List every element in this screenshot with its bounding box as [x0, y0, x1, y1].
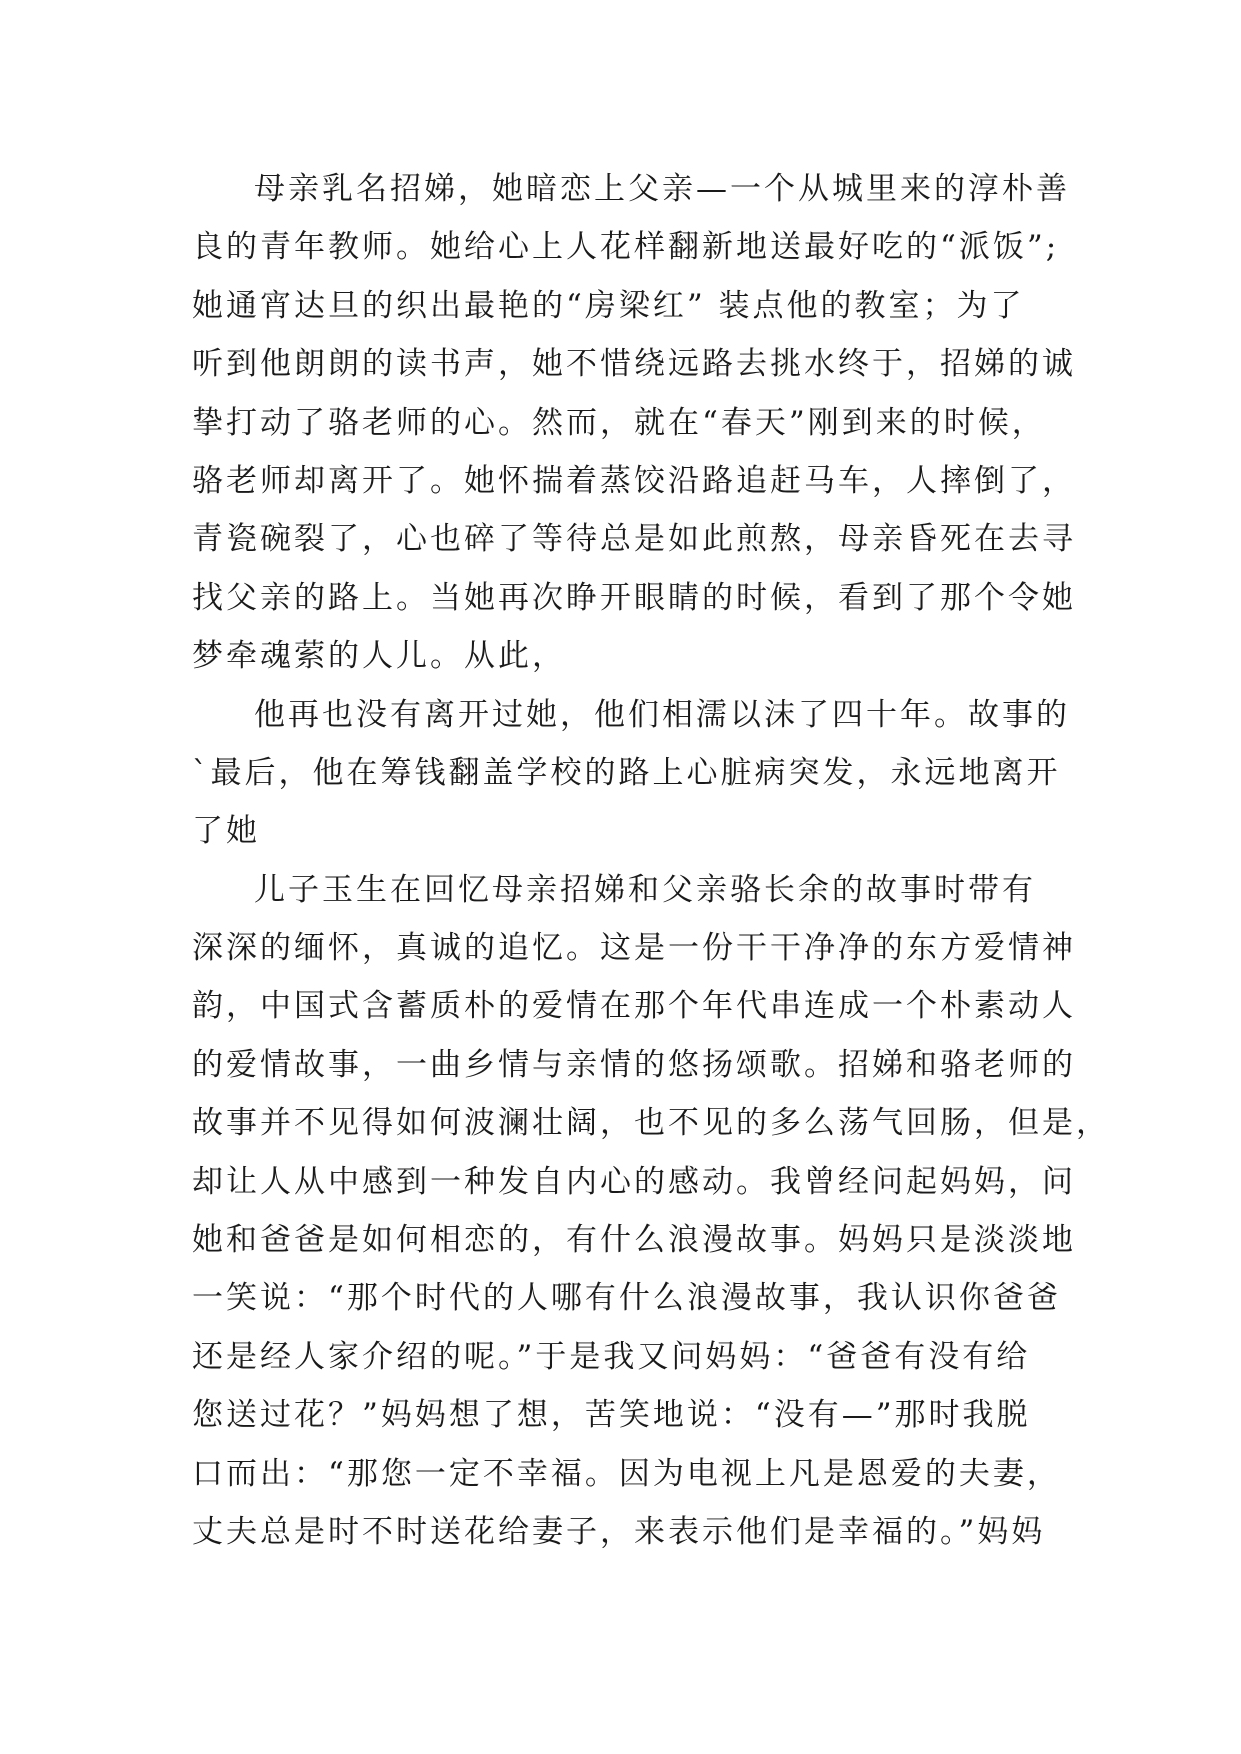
text-line: 故事并不见得如何波澜壮阔，也不见的多么荡气回肠，但是， [192, 1105, 1110, 1142]
text-line: 她和爸爸是如何相恋的，有什么浪漫故事。妈妈只是淡淡地 [192, 1222, 1076, 1259]
text-line: 丈夫总是时不时送花给妻子，来表示他们是幸福的。”妈妈 [192, 1513, 1046, 1550]
text-line: 口而出：“那您一定不幸福。因为电视上凡是恩爱的夫妻， [192, 1455, 1061, 1492]
text-line: 韵，中国式含蓄质朴的爱情在那个年代串连成一个朴素动人 [192, 988, 1076, 1025]
text-line: 却让人从中感到一种发自内心的感动。我曾经问起妈妈，问 [192, 1163, 1076, 1200]
text-line: 儿子玉生在回忆母亲招娣和父亲骆长余的故事时带有 [254, 871, 1036, 908]
text-line: 良的青年教师。她给心上人花样翻新地送最好吃的“派饭”; [192, 229, 1060, 266]
text-line: 听到他朗朗的读书声，她不惜绕远路去挑水终于，招娣的诚 [192, 346, 1076, 383]
paragraph-2 [192, 686, 1070, 861]
text-line: 挚打动了骆老师的心。然而，就在“春天”刚到来的时候， [192, 404, 1046, 441]
text-line: 她通宵达旦的织出最艳的“房梁红” 装点他的教室；为了 [192, 287, 1025, 324]
text-line: 梦牵魂萦的人儿。从此， [192, 638, 566, 675]
text-line: 骆老师却离开了。她怀揣着蒸饺沿路追赶马车，人摔倒了， [192, 462, 1076, 499]
text-line: 青瓷碗裂了，心也碎了等待总是如此煎熬，母亲昏死在去寻 [192, 521, 1076, 558]
text-line: 还是经人家介绍的呢。”于是我又问妈妈：“爸爸有没有给 [192, 1338, 1031, 1375]
text-line: 找父亲的路上。当她再次睁开眼睛的时候，看到了那个令她 [192, 579, 1076, 616]
text-line: 深深的缅怀，真诚的追忆。这是一份干干净净的东方爱情神 [192, 930, 1076, 967]
text-line: 的爱情故事，一曲乡情与亲情的悠扬颂歌。招娣和骆老师的 [192, 1046, 1076, 1083]
text-line: `最后，他在筹钱翻盖学校的路上心脏病突发，永远地离开 [192, 754, 1061, 791]
paragraph-1 [192, 160, 1076, 686]
text-line: 了她 [192, 813, 260, 850]
text-line: 母亲乳名招娣，她暗恋上父亲—一个从城里来的淳朴善 [254, 171, 1070, 207]
text-line: 一笑说：“那个时代的人哪有什么浪漫故事，我认识你爸爸 [192, 1280, 1061, 1317]
paragraph-3 [192, 861, 1110, 1562]
text-line: 他再也没有离开过她，他们相濡以沫了四十年。故事的 [254, 696, 1070, 733]
body-text [192, 160, 1110, 1561]
text-line: 您送过花？”妈妈想了想，苦笑地说：“没有—”那时我脱 [192, 1397, 1031, 1434]
